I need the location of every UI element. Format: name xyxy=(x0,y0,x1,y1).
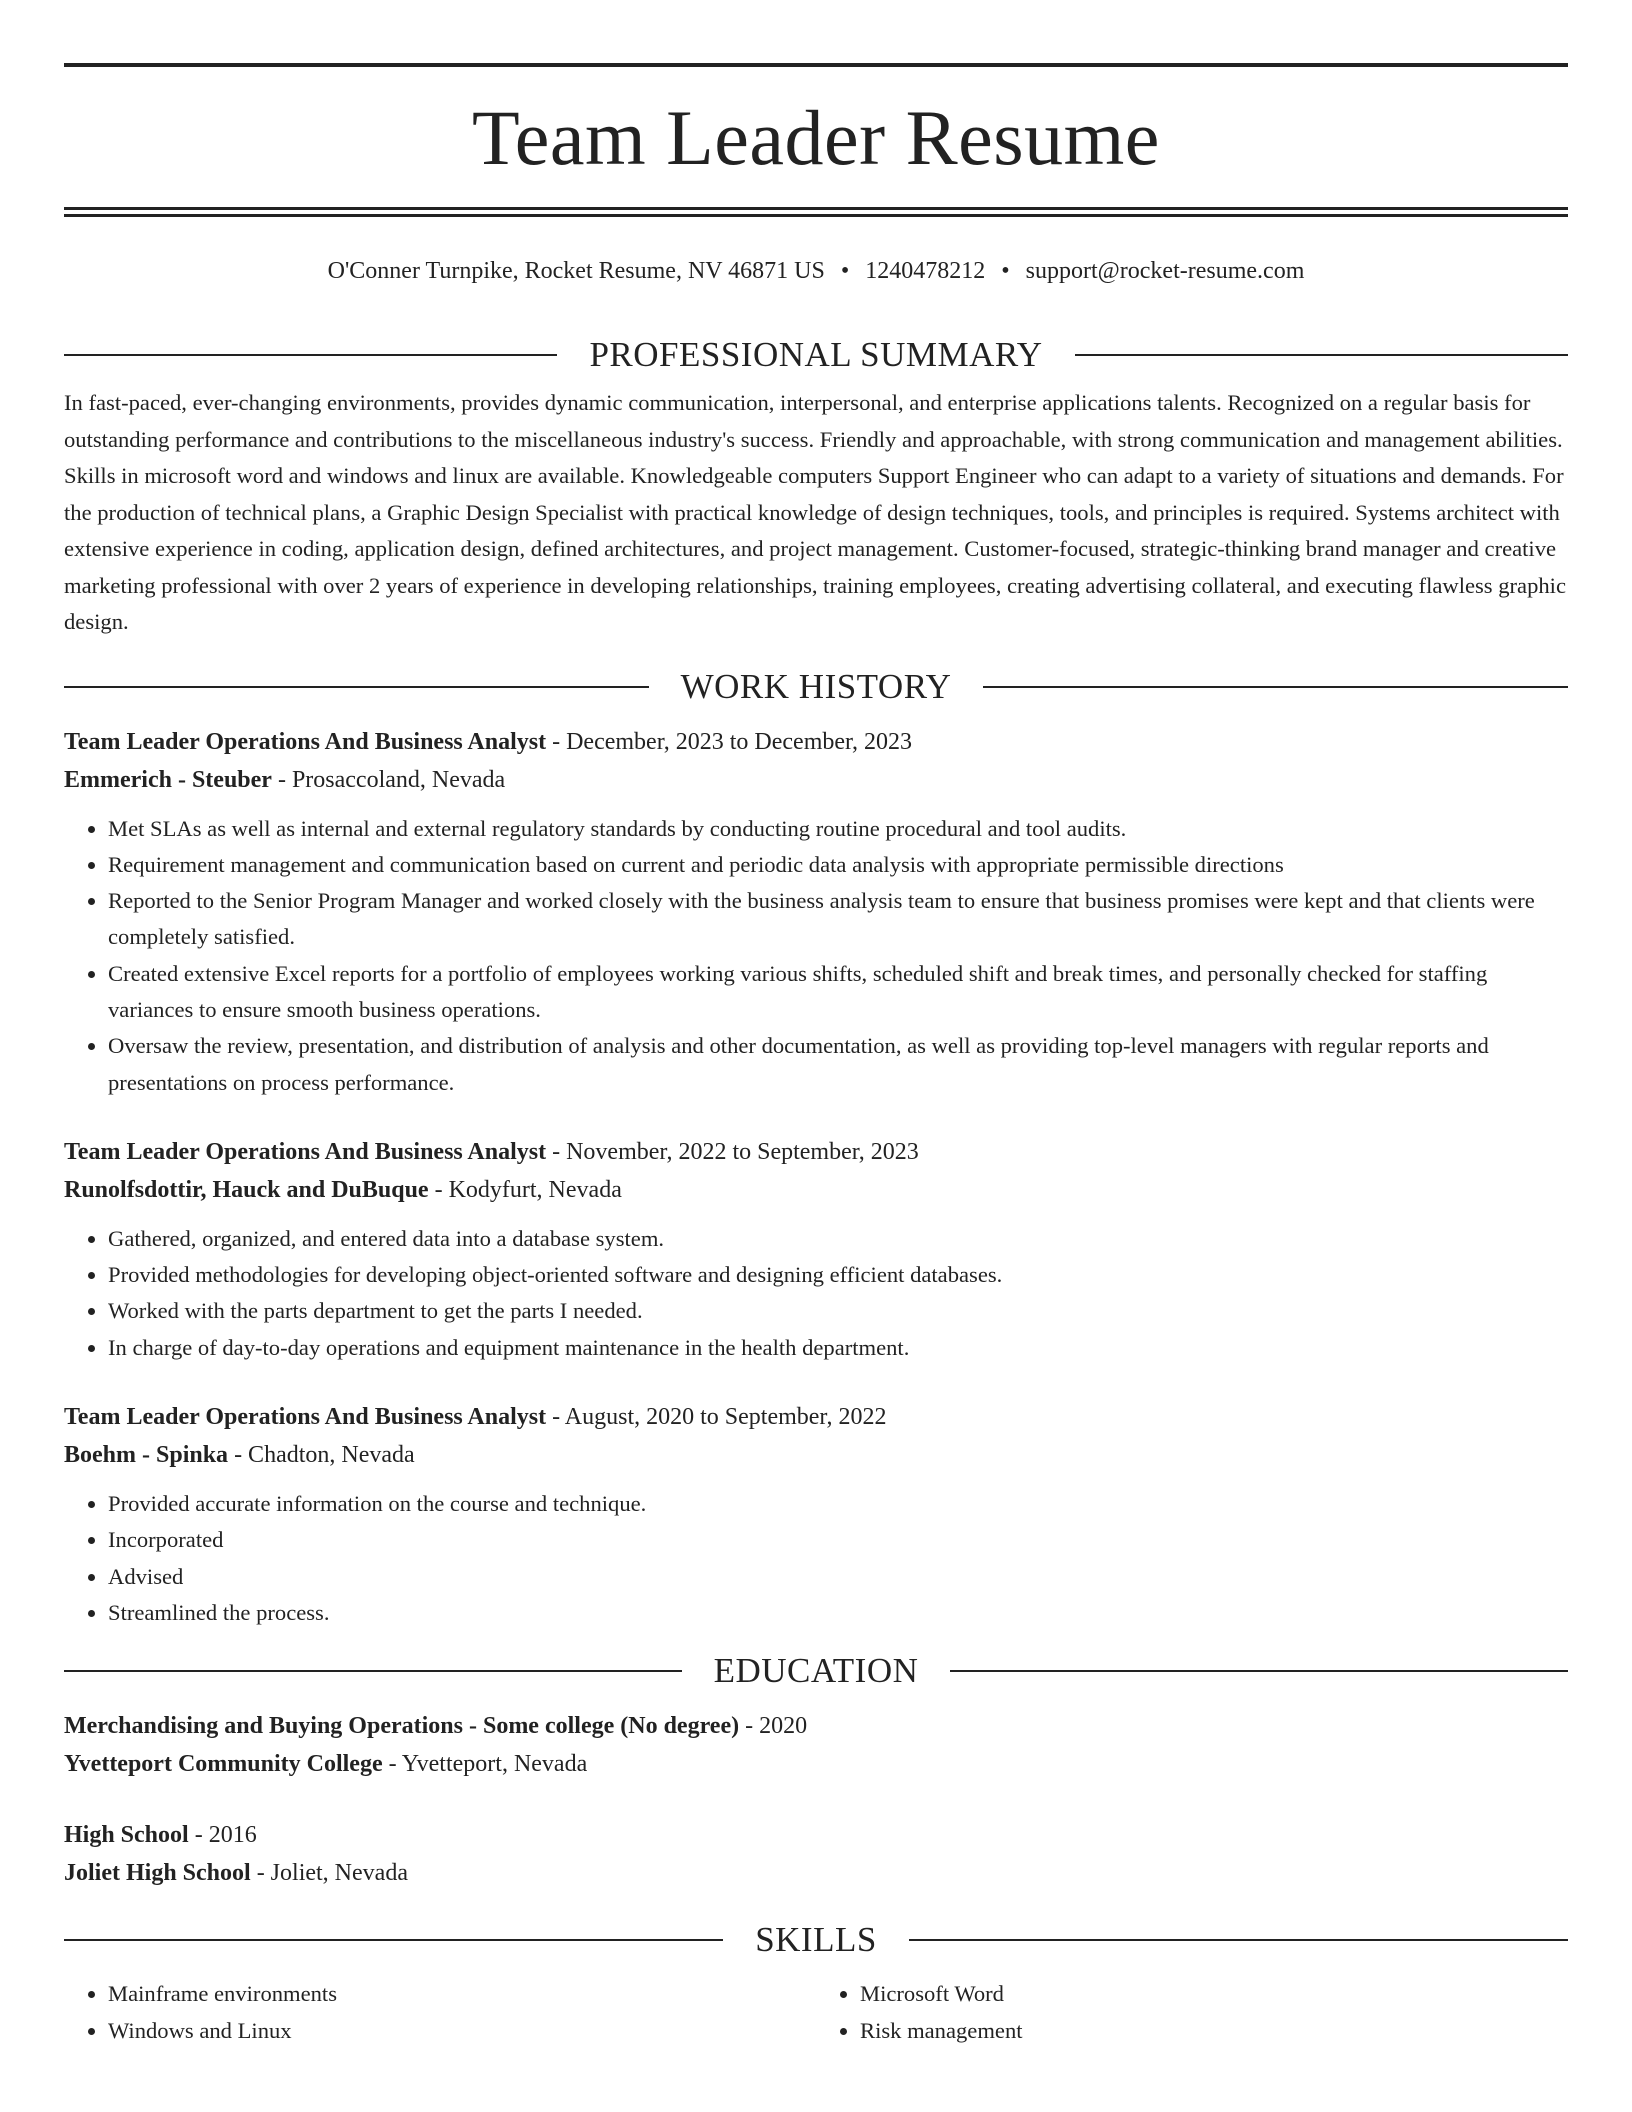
education-degree-line xyxy=(64,1707,1568,1745)
job-entry xyxy=(64,1398,1568,1631)
contact-email: support@rocket-resume.com xyxy=(1025,258,1305,284)
job-dates: - August, 2020 to September, 2022 xyxy=(546,1404,887,1431)
heading-rule xyxy=(909,1939,1568,1941)
education-degree: Merchandising and Buying Operations - Some college (No degree) xyxy=(64,1713,740,1740)
job-title-line xyxy=(64,723,1568,761)
contact-separator: • xyxy=(840,258,850,284)
resume-content xyxy=(64,325,1568,2049)
section-title: EDUCATION xyxy=(713,1651,919,1691)
skill-item: • Windows and Linux xyxy=(108,2013,816,2049)
skills-list xyxy=(64,1976,1568,2049)
list-item: • Incorporated xyxy=(108,1522,1568,1558)
education-school: Yvetteport Community College xyxy=(64,1751,383,1778)
skill-item: • Risk management xyxy=(860,2013,1568,2049)
list-item: • Oversaw the review, presentation, and distribution of analysis and other documentation, as well as providing top-level managers with regular reports and presentations on process performance. xyxy=(108,1028,1568,1101)
section-heading-education xyxy=(64,1641,1568,1701)
job-company: Runolfsdottir, Hauck and DuBuque xyxy=(64,1176,429,1203)
education-entry xyxy=(64,1707,1568,1783)
job-bullets xyxy=(64,1486,1568,1631)
education-school-line xyxy=(64,1745,1568,1783)
list-item: • Provided accurate information on the course and technique. xyxy=(108,1486,1568,1522)
skill-item: • Microsoft Word xyxy=(860,1976,1568,2012)
contact-separator: • xyxy=(1001,258,1010,284)
list-item: • Provided methodologies for developing object-oriented software and designing efficient databases. xyxy=(108,1257,1568,1293)
job-company: Emmerich - Steuber xyxy=(64,766,272,793)
top-rule xyxy=(64,63,1568,67)
education-degree: High School xyxy=(64,1822,189,1849)
skills-column-left xyxy=(64,1976,816,2049)
education-location: - Joliet, Nevada xyxy=(250,1860,408,1887)
list-item: • Worked with the parts department to get the parts I needed. xyxy=(108,1293,1568,1329)
job-bullets xyxy=(64,811,1568,1101)
contact-address: O'Conner Turnpike, Rocket Resume, NV 46871 US xyxy=(327,258,825,284)
list-item: • Streamlined the process. xyxy=(108,1595,1568,1631)
page-title: Team Leader Resume xyxy=(472,94,1160,181)
heading-rule xyxy=(64,354,557,356)
job-location: - Prosaccoland, Nevada xyxy=(271,766,506,793)
contact-line xyxy=(64,254,1568,288)
skill-item: • Mainframe environments xyxy=(108,1976,816,2012)
section-heading-work-history xyxy=(64,657,1568,717)
heading-rule xyxy=(1075,354,1568,356)
section-heading-skills xyxy=(64,1910,1568,1970)
education-year: - 2016 xyxy=(188,1822,257,1849)
job-bullets xyxy=(64,1221,1568,1366)
list-item: • Requirement management and communication based on current and periodic data analysis with appropriate permissible directions xyxy=(108,847,1568,883)
title-double-rule xyxy=(64,207,1568,217)
job-company-line xyxy=(64,1171,1568,1209)
job-entry xyxy=(64,723,1568,1101)
section-title: WORK HISTORY xyxy=(680,666,952,706)
education-school: Joliet High School xyxy=(64,1860,251,1887)
skills-column-right xyxy=(816,1976,1568,2049)
list-item: • In charge of day-to-day operations and equipment maintenance in the health department. xyxy=(108,1330,1568,1366)
section-title: PROFESSIONAL SUMMARY xyxy=(589,335,1043,374)
heading-rule xyxy=(983,686,1568,688)
job-title: Team Leader Operations And Business Analyst xyxy=(64,1404,547,1431)
list-item: • Met SLAs as well as internal and external regulatory standards by conducting routine procedural and tool audits. xyxy=(108,811,1568,847)
job-company: Boehm - Spinka xyxy=(64,1442,229,1469)
job-title: Team Leader Operations And Business Analyst xyxy=(64,728,547,755)
job-company-line xyxy=(64,761,1568,799)
job-company-line xyxy=(64,1436,1568,1474)
section-heading-summary xyxy=(64,325,1568,385)
summary-text: In fast-paced, ever-changing environments, provides dynamic communication, interpersonal, and enterprise applications talents. Recognized on a regular basis for outstanding performance and contributions to the miscellaneous industry's success. Friendly and approachable, with strong communication and management abilities. Skills in microsoft word and windows and linux are available. Knowledgeable computers Support Engineer who can adapt to a variety of situations and demands. For the production of technical plans, a Graphic Design Specialist with practical knowledge of design techniques, tools, and principles is required. Systems architect with extensive experience in coding, application design, defined architectures, and project management. Customer-focused, strategic-thinking brand manager and creative marketing professional with over 2 years of experience in developing relationships, training employees, creating advertising collateral, and executing flawless graphic design. xyxy=(64,390,1566,634)
list-item: • Reported to the Senior Program Manager and worked closely with the business analysis team to ensure that business promises were kept and that clients were completely satisfied. xyxy=(108,883,1568,956)
list-item: • Advised xyxy=(108,1559,1568,1595)
list-item: • Gathered, organized, and entered data into a database system. xyxy=(108,1221,1568,1257)
education-school-line xyxy=(64,1854,1568,1892)
job-title-line xyxy=(64,1133,1568,1171)
education-year: - 2020 xyxy=(739,1713,808,1740)
job-dates: - December, 2023 to December, 2023 xyxy=(546,728,913,755)
job-dates: - November, 2022 to September, 2023 xyxy=(546,1138,919,1165)
heading-rule xyxy=(64,1670,682,1672)
contact-phone: 1240478212 xyxy=(865,258,986,284)
education-degree-line xyxy=(64,1816,1568,1854)
education-entry xyxy=(64,1816,1568,1892)
job-location: - Chadton, Nevada xyxy=(228,1442,415,1469)
list-item: • Created extensive Excel reports for a portfolio of employees working various shifts, scheduled shift and break times, and personally checked for staffing variances to ensure smooth business operations. xyxy=(108,956,1568,1029)
heading-rule xyxy=(64,1939,723,1941)
heading-rule xyxy=(64,686,649,688)
job-title: Team Leader Operations And Business Analyst xyxy=(64,1138,547,1165)
job-location: - Kodyfurt, Nevada xyxy=(428,1176,622,1203)
job-entry xyxy=(64,1133,1568,1366)
section-title: SKILLS xyxy=(755,1920,877,1960)
education-location: - Yvetteport, Nevada xyxy=(382,1751,588,1778)
heading-rule xyxy=(950,1670,1568,1672)
job-title-line xyxy=(64,1398,1568,1436)
